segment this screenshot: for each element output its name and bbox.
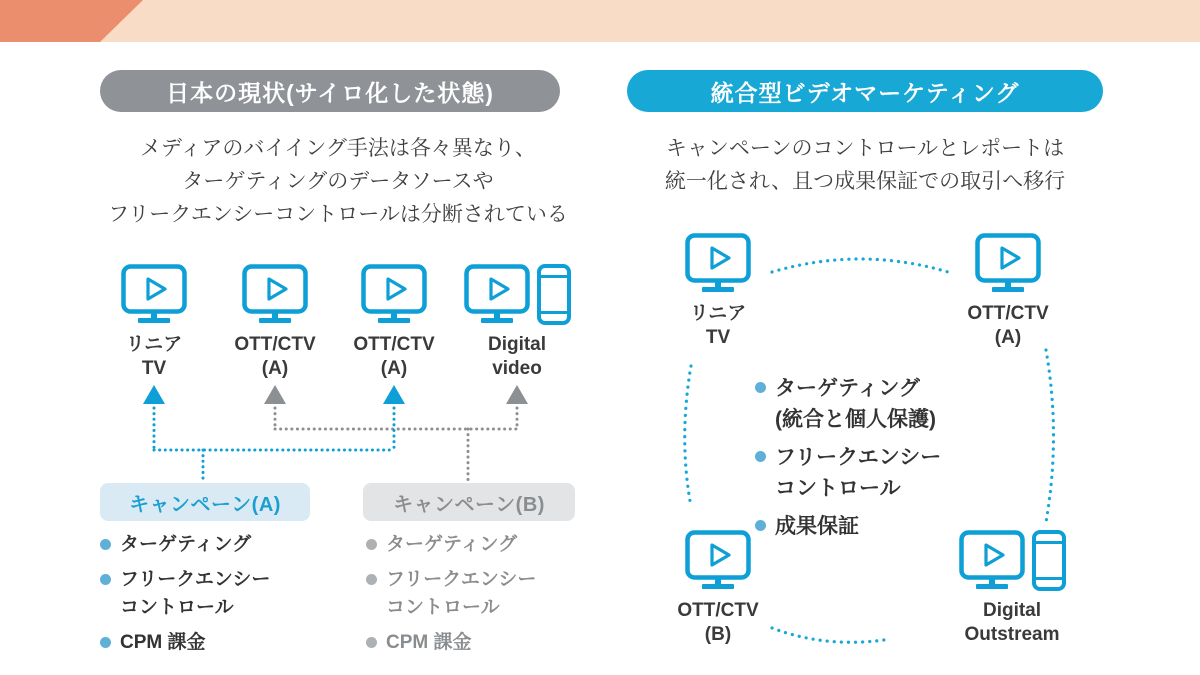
- tv-play-icon: [975, 233, 1041, 295]
- device-label: Digital video: [487, 334, 547, 379]
- bullet-icon: [755, 520, 766, 531]
- list-item: 成果保証: [755, 511, 995, 542]
- device-label: OTT/CTV (B): [677, 600, 759, 645]
- tv-play-icon: [121, 264, 187, 326]
- arrow-up-icon: [143, 385, 165, 404]
- bullet-icon: [366, 574, 377, 585]
- right-panel-header: [627, 70, 1103, 112]
- list-item: ターゲティング (統合と個人保護): [755, 373, 995, 435]
- list-item: フリークエンシー コントロール: [755, 442, 995, 504]
- tv-play-icon: [685, 233, 751, 295]
- device-label: リニア TV: [689, 303, 747, 348]
- device-label: Digital Outstream: [964, 600, 1060, 645]
- campaign-a-box: キャンペーン(A): [100, 483, 310, 521]
- list-item: ターゲティング: [366, 531, 616, 559]
- left-panel-title: 日本の現状(サイロ化した状態): [166, 79, 494, 106]
- device-label: OTT/CTV (A): [234, 334, 316, 379]
- arrow-up-icon: [264, 385, 286, 404]
- device-digital-video: [452, 264, 582, 381]
- bullet-icon: [755, 451, 766, 462]
- left-panel-description: メディアのバイイング手法は各々異なり、 ターゲティングのデータソースや フリークエンシーコントロールは分断されている: [108, 137, 568, 226]
- device-ott-ctv-a-right: [948, 233, 1068, 350]
- device-label: リニア TV: [125, 334, 183, 379]
- device-ott-ctv-a1: [215, 264, 335, 381]
- arrow-up-icon: [383, 385, 405, 404]
- bullet-icon: [366, 637, 377, 648]
- campaign-b-list: [366, 531, 616, 657]
- tv-play-icon: [685, 530, 751, 592]
- right-panel-title: 統合型ビデオマーケティング: [710, 79, 1020, 106]
- right-panel-description: キャンペーンのコントロールとレポートは 統一化され、且つ成果保証での取引へ移行: [664, 137, 1066, 193]
- campaign-connector-arrows: [95, 384, 580, 484]
- bullet-icon: [100, 574, 111, 585]
- device-linear-tv: [94, 264, 214, 381]
- device-label: OTT/CTV (A): [353, 334, 435, 379]
- list-item: フリークエンシー コントロール: [366, 566, 616, 622]
- campaign-b-box: キャンペーン(B): [363, 483, 575, 521]
- bullet-icon: [100, 539, 111, 550]
- top-band-peach: [0, 0, 1200, 42]
- list-item: CPM 課金: [100, 629, 350, 657]
- device-digital-outstream: [942, 530, 1082, 647]
- tv-play-icon: [464, 264, 530, 326]
- bullet-icon: [100, 637, 111, 648]
- smartphone-icon: [1032, 530, 1066, 592]
- integrated-features-list: [755, 373, 995, 542]
- bullet-icon: [366, 539, 377, 550]
- tv-play-icon: [361, 264, 427, 326]
- list-item: フリークエンシー コントロール: [100, 566, 350, 622]
- device-ott-ctv-b-right: [658, 530, 778, 647]
- smartphone-icon: [537, 264, 571, 326]
- campaign-a-list: [100, 531, 350, 657]
- bullet-icon: [755, 382, 766, 393]
- device-ott-ctv-a2: [334, 264, 454, 381]
- list-item: CPM 課金: [366, 629, 616, 657]
- device-label: OTT/CTV (A): [967, 303, 1049, 348]
- arrow-up-icon: [506, 385, 528, 404]
- device-linear-tv-right: [658, 233, 778, 350]
- tv-play-icon: [242, 264, 308, 326]
- list-item: ターゲティング: [100, 531, 350, 559]
- left-panel-header: [100, 70, 560, 112]
